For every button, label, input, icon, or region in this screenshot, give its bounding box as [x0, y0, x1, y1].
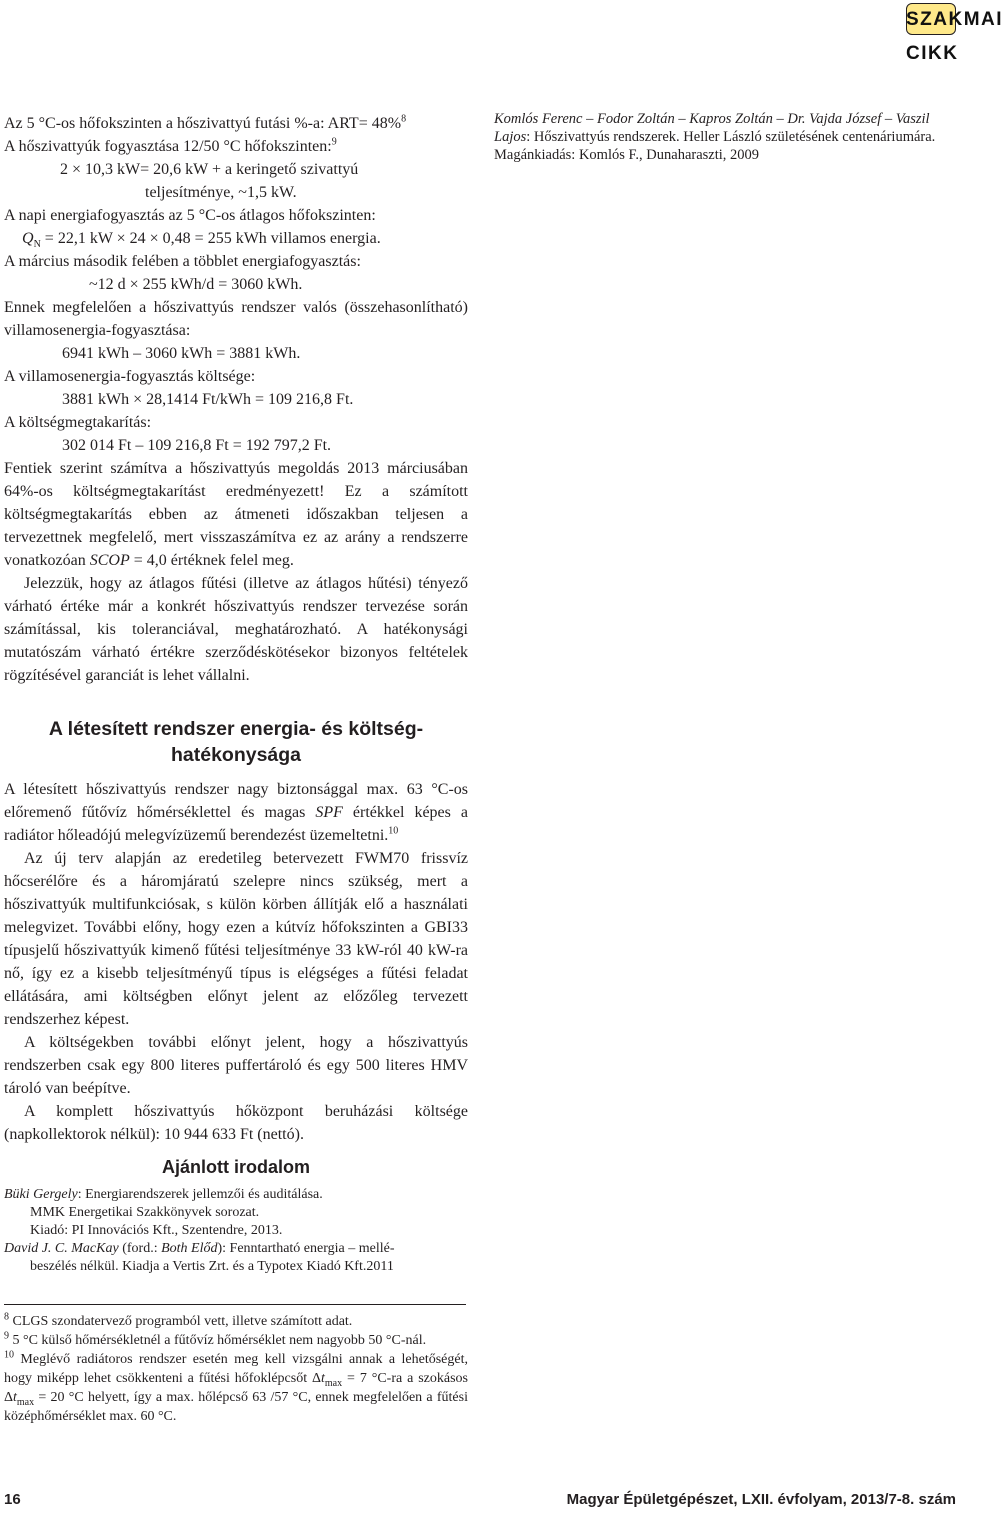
cost-label: A villamosenergia-fogyasztás költsége: — [4, 368, 256, 385]
saving-result-paragraph: Fentiek szerint számítva a hőszivattyús megoldás 2013 márciusában 64%-os költségmegtakarítást eredményezett! Ez a számított költségmegtakarítás ebben az átmeneti időszakban teljesen a tervezettnek megfelelő, mert visszaszámítva ez az arány a rendszerre vonatkozóan SCOP = 4,0 értéknek felel meg. — [4, 460, 468, 569]
comparable-consumption-text: Ennek megfelelően a hőszivattyús rendszer valós (összehasonlítható) villamosenergia-fogyasztása: — [4, 299, 468, 339]
footnote-rule — [4, 1304, 466, 1305]
reference-mackay: David J. C. MacKay (ford.: Both Előd): Fenntartható energia – mellé- beszélés nélkül. Kiadja a Vertis Zrt. és a Typotex Kiadó Kft.2011 — [4, 1241, 395, 1274]
pump-power: teljesítménye, ~1,5 kW. — [145, 184, 297, 201]
footnote-9: $^9$ 5 °C külső hőmérsékletnél a fűtővíz hőmérséklet nem nagyobb 50 °C-nál. — [4, 1330, 427, 1348]
investment-cost-paragraph: A komplett hőszivattyús hőközpont beruházási költsége (napkollektorok nélkül): 10 944 633 Ft (nettó). — [4, 1103, 468, 1143]
section-heading: A létesített rendszer energia- és költség- hatékonysága — [48, 718, 424, 766]
daily-consumption-label: A napi energiafogyasztás az 5 °C-os átlagos hőfokszinten: — [4, 207, 376, 224]
left-column-calculation — [4, 112, 468, 687]
footnote-8: $^8$ CLGS szondatervező programból vett, illetve számított adat. — [4, 1311, 353, 1329]
left-column-section2 — [4, 716, 468, 1276]
efficiency-note-paragraph: Jelezzük, hogy az átlagos fűtési (illetve az átlagos hűtési) tényező várható értéke már a konkrét hőszivattyús rendszer tervezése során számítással, kis toleranciával, meghatározható. A hatékonysági mutatószám várható értékre szerződéskötésekor bizonyos feltételek rögzítésével garanciát is lehet vállalni. — [4, 575, 468, 684]
consumption-line: A hőszivattyúk fogyasztása 12/50 °C hőfokszinten:$^9$ — [4, 136, 337, 155]
section-title: SZAKMAI CIKK — [906, 9, 1003, 64]
daily-consumption-formula: $Q_N = 22,1$ kW × 24 × 0,48 = 255 kWh villamos energia. — [22, 230, 381, 251]
reference-buki: Büki Gergely: Energiarendszerek jellemzői és auditálása. MMK Energetikai Szakkönyvek sorozat. Kiadó: PI Innovációs Kft., Szentendre, 2013. — [4, 1187, 323, 1238]
footnote-10: $^{10}$ Meglévő radiátoros rendszer esetén meg kell vizsgálni annak a lehetőségét, hogy miképp lehet csökkenteni a fűtési hőfoklépcsőt $\Delta t_{max} = 7$ °C-ra a szokásos $\Delta t_{max} = 20$ °C helyett, így a max. hőlépcső 63 /57 °C, ennek megfelelően a fűtési középhőmérséklet max. 60 °C. — [4, 1349, 468, 1424]
page-number: 16 — [4, 1491, 21, 1508]
extra-consumption-label: A március második felében a többlet energiafogyasztás: — [4, 253, 361, 270]
comparable-consumption-formula: 6941 kWh – 3060 kWh = 3881 kWh. — [62, 345, 301, 362]
journal-footer: Magyar Épületgépészet, LXII. évfolyam, 2013/7-8. szám — [566, 1491, 956, 1508]
art-line: Az 5 °C-os hőfokszinten a hőszivattyú futási %-a: ART= 48%$^8$ — [4, 113, 407, 132]
new-plan-paragraph: Az új terv alapján az eredetileg betervezett FWM70 frissvíz hőcserélőre és a háromjáratú szelepre nincs szükség, mert a hőszivattyúk multifunkciósak, s külön körben állítják elő a használati melegvizet. További előny, hogy ezen a kútvíz hőfokszinten a GBI33 típusjelű hőszivattyúk kimenő fűtési teljesítménye 33 kW-ról 40 kW-ra nő, így ez a kisebb teljesítményű típus is elégséges a fűtési feladat ellátására, ami költségben előnyt jelent az előzőleg tervezett rendszerhez képest. — [4, 850, 468, 1028]
saving-formula: 302 014 Ft – 109 216,8 Ft = 192 797,2 Ft. — [62, 437, 332, 454]
system-paragraph: A létesített hőszivattyús rendszer nagy biztonsággal max. 63 °C-os előremenő fűtővíz hőmérséklettel és magas SPF értékkel képes a radiátor hőleadójú melegvízüzemű berendezést üzemeltetni.$^{10}$ — [4, 781, 469, 844]
cost-advantage-paragraph: A költségekben további előnyt jelent, hogy a hőszivattyús rendszerben csak egy 800 literes puffertároló és egy 500 literes HMV tároló van beépítve. — [4, 1034, 468, 1097]
footnotes — [4, 1312, 468, 1426]
power-formula: 2 × 10,3 kW= 20,6 kW + a keringető szivattyú — [60, 161, 359, 178]
literature-heading: Ajánlott irodalom — [162, 1157, 310, 1177]
extra-consumption-formula: ~12 d × 255 kWh/d = 3060 kWh. — [89, 276, 303, 293]
saving-label: A költségmegtakarítás: — [4, 414, 152, 431]
cost-formula: 3881 kWh × 28,1414 Ft/kWh = 109 216,8 Ft. — [62, 391, 354, 408]
right-column-reference: Komlós Ferenc – Fodor Zoltán – Kapros Zoltán – Dr. Vajda József – Vaszil Lajos: Hőszivattyús rendszerek. Heller László születésének centenáriumára. Magánkiadás: Komlós F., Dunaharaszti, 2009 — [494, 111, 936, 163]
